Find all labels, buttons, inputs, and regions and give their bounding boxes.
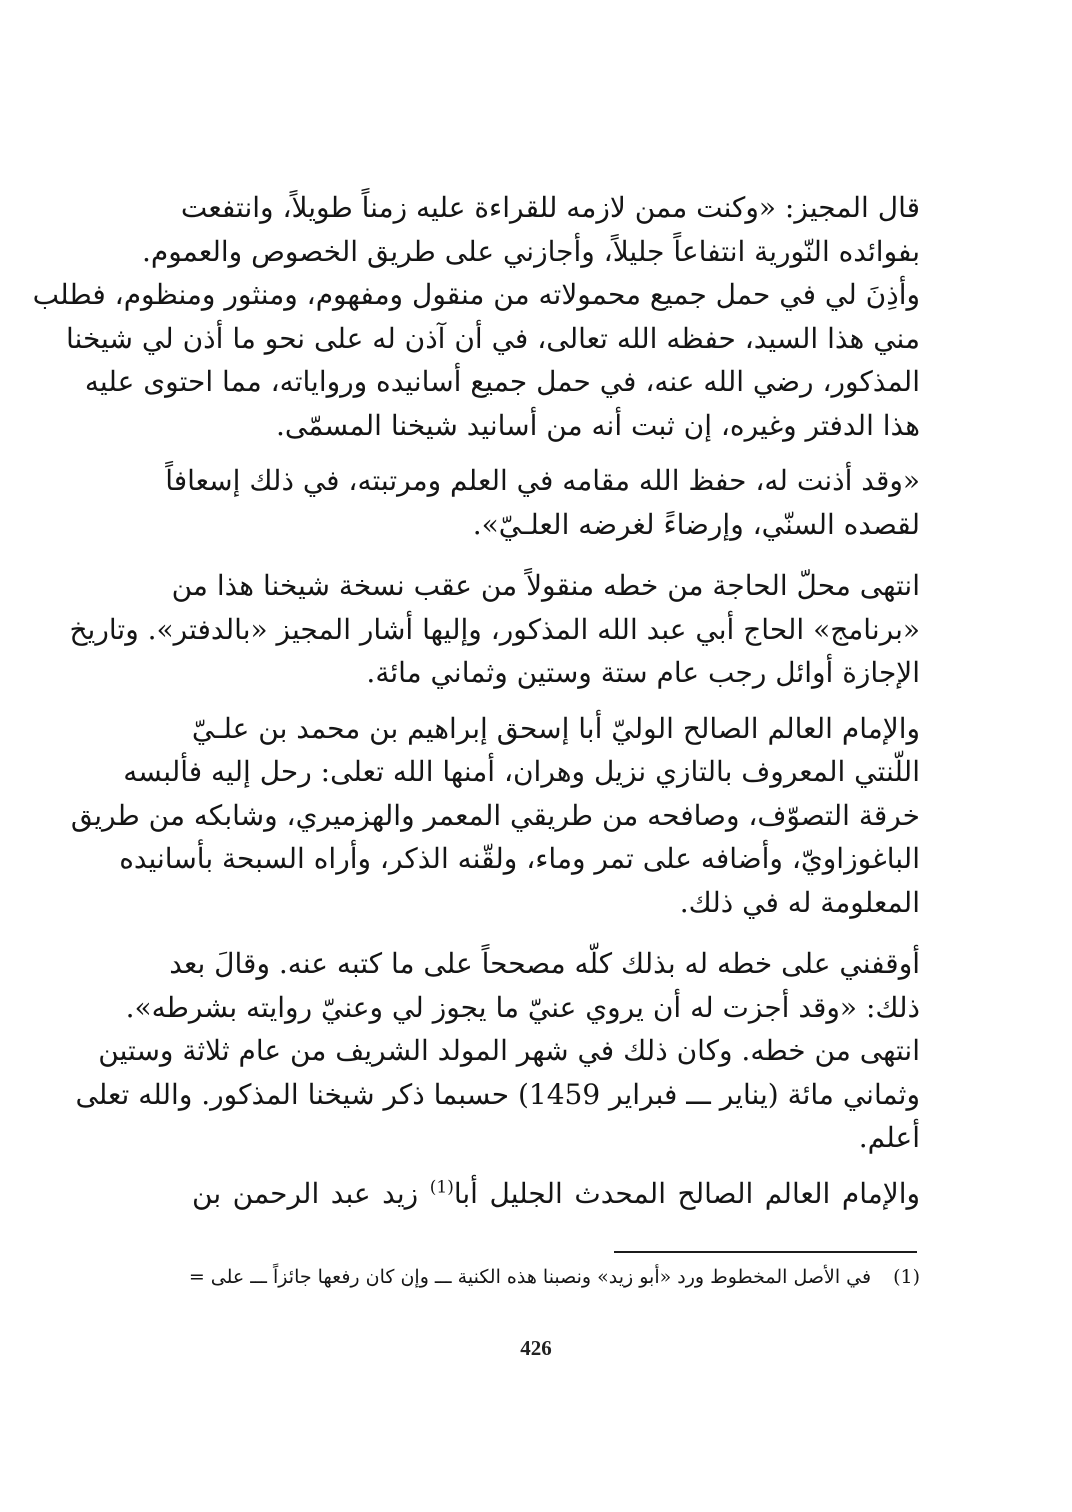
footnote-marker[interactable]: (1) xyxy=(429,1177,454,1198)
paragraph-1 xyxy=(32,186,920,447)
text-line: انتهى محلّ الحاجة من خطه منقولاً من عقب نسخة شيخنا هذا من xyxy=(171,569,920,602)
text-line: ذلك: «وقد أجزت له أن يروي عنيّ ما يجوز لي وعنيّ روايته بشرطه». xyxy=(125,990,920,1024)
text-line xyxy=(192,1172,920,1216)
text-fragment: والإمام العالم الصالح المحدث الجليل أبا xyxy=(453,1176,920,1210)
paragraph-2 xyxy=(165,459,920,546)
text-line: «برنامج» الحاج أبي عبد الله المذكور، وإليها أشار المجيز «بالدفتر». وتاريخ xyxy=(69,612,920,646)
text-line: أوقفني على خطه له بذلك كلّه مصححاً على ما كتبه عنه. وقالَ بعد xyxy=(169,947,920,980)
text-line: «وقد أذنت له، حفظ الله مقامه في العلم ومرتبته، في ذلك إسعافاً xyxy=(165,464,920,497)
paragraph-6 xyxy=(192,1172,920,1216)
text-line: قال المجيز: «وكنت ممن لازمه للقراءة عليه زمناً طويلاً، وانتفعت xyxy=(180,191,920,224)
paragraph-4 xyxy=(70,707,920,925)
footnote-divider xyxy=(614,1251,917,1253)
text-line: وأذِنَ لي في حمل جميع محمولاته من منقول ومفهوم، ومنثور ومنظوم، فطلب xyxy=(32,278,920,311)
text-fragment: زيد عبد الرحمن بن xyxy=(192,1176,430,1210)
text-line: اللّنتي المعروف بالتازي نزيل وهران، أمنها الله تعلى: رحل إليه فألبسه xyxy=(123,755,920,788)
text-line: خرقة التصوّف، وصافحه من طريقي المعمر والهزميري، وشابكه من طريق xyxy=(70,798,920,832)
text-line: والإمام العالم الصالح الوليّ أبا إسحق إبراهيم بن محمد بن علـيّ xyxy=(191,711,920,745)
footnote-text: في الأصل المخطوط ورد «أبو زيد» ونصبنا هذه الكنية ـــ وإن كان رفعها جائزاً ـــ على = xyxy=(188,1266,872,1288)
text-line: بفوائده النّورية انتفاعاً جليلاً، وأجازني على طريق الخصوص والعموم. xyxy=(141,234,920,268)
text-line: الباغوزاويّ، وأضافه على تمر وماء، ولقّنه الذكر، وأراه السبحة بأسانيده xyxy=(119,842,920,875)
text-line: وثماني مائة (يناير ـــ فبراير 1459) حسبما ذكر شيخنا المذكور. والله تعلى xyxy=(75,1077,920,1111)
footnote-number: (1) xyxy=(893,1266,920,1288)
main-text xyxy=(32,186,920,1215)
footnote xyxy=(188,1262,920,1292)
text-line: المذكور، رضي الله عنه، في حمل جميع أسانيده ورواياته، مما احتوى عليه xyxy=(84,365,920,398)
text-line: مني هذا السيد، حفظه الله تعالى، في أن آذن له على نحو ما أذن لي شيخنا xyxy=(65,321,920,355)
text-line: أعلم. xyxy=(858,1121,920,1154)
paragraph-5 xyxy=(75,942,920,1160)
text-line: انتهى من خطه. وكان ذلك في شهر المولد الشريف من عام ثلاثة وستين xyxy=(98,1034,920,1067)
text-line: لقصده السنّي، وإرضاءً لغرضه العلـيّ». xyxy=(472,507,920,541)
text-line: الإجازة أوائل رجب عام ستة وستين وثماني مائة. xyxy=(366,656,920,689)
page-number: 426 xyxy=(520,1336,552,1360)
text-line: المعلومة له في ذلك. xyxy=(679,885,920,919)
paragraph-3 xyxy=(69,564,920,695)
text-line: هذا الدفتر وغيره، إن ثبت أنه من أسانيد شيخنا المسمّى. xyxy=(276,408,920,442)
